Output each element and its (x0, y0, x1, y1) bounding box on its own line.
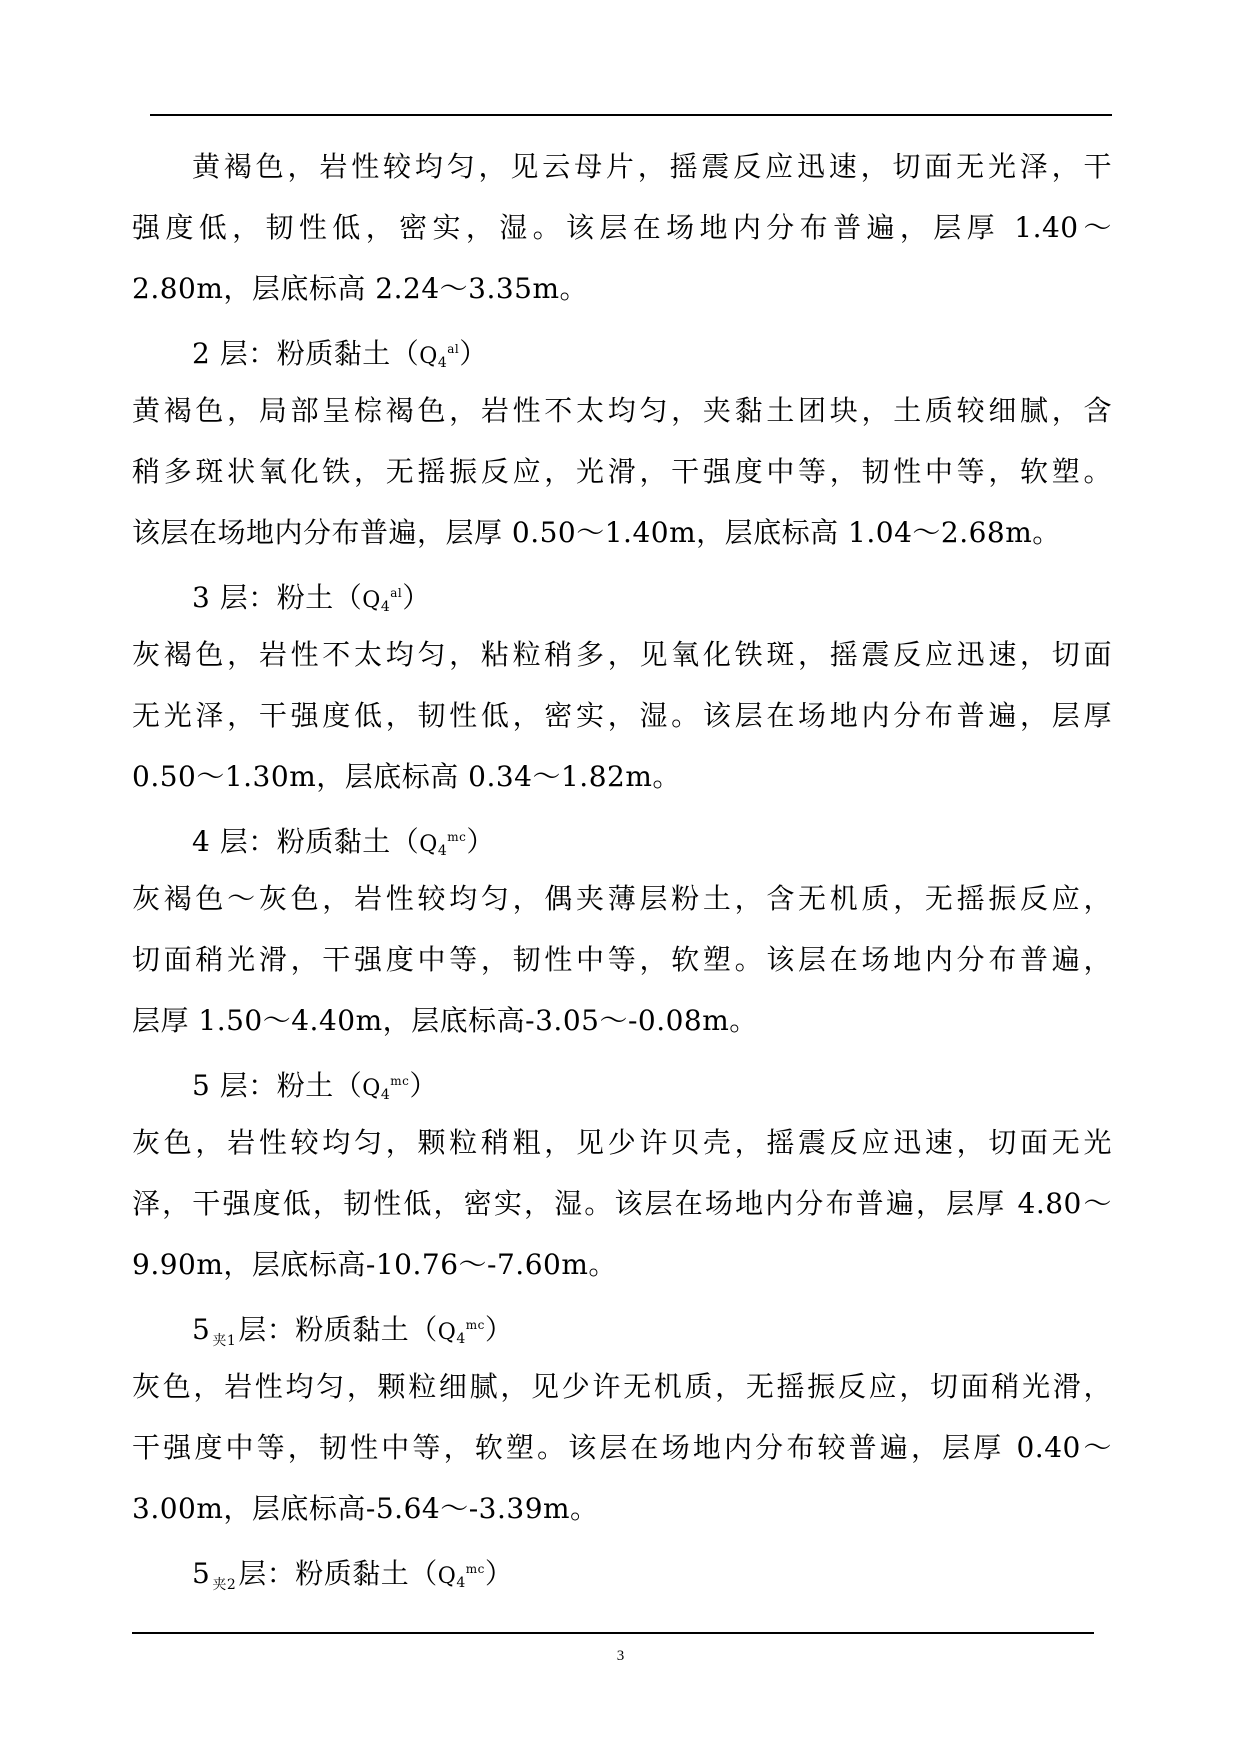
description-line: 切面稍光滑，干强度中等，韧性中等，软塑。该层在场地内分布普遍， (132, 943, 1112, 976)
description-line: 无光泽，干强度低，韧性低，密实，湿。该层在场地内分布普遍，层厚 (132, 699, 1112, 732)
description-line: 干强度中等，韧性中等，软塑。该层在场地内分布较普遍，层厚 0.40～ (132, 1431, 1112, 1464)
description-line: 灰色，岩性均匀，颗粒细腻，见少许无机质，无摇振反应，切面稍光滑， (132, 1370, 1112, 1403)
layer-word: 层： (238, 1557, 296, 1590)
soil-name: 粉土 (276, 581, 334, 614)
description-line: 9.90m，层底标高-10.76～-7.60m。 (132, 1248, 617, 1281)
layer-5-jia-1-description (132, 1356, 1112, 1539)
layer-word: 层： (219, 337, 277, 370)
layer-1-description (132, 136, 1112, 319)
layer-heading-5-jia-1: 5 $_{夹1}$层：粉质黏土$(Q_4^{mc})$ (192, 1313, 514, 1349)
description-line: 该层在场地内分布普遍，层厚 0.50～1.40m，层底标高 1.04～2.68m。 (132, 516, 1061, 549)
layer-5-description (132, 1112, 1112, 1295)
layer-2-description (132, 380, 1112, 563)
soil-name: 粉土 (276, 1069, 334, 1102)
description-line: 黄褐色，岩性较均匀，见云母片，摇震反应迅速，切面无光泽，干 (192, 150, 1112, 183)
layer-number: 5 (192, 1313, 211, 1346)
geologic-age-code: $Q_4^{mc}$ (437, 1562, 485, 1591)
description-line: 灰色，岩性较均匀，颗粒稍粗，见少许贝壳，摇震反应迅速，切面无光 (132, 1126, 1112, 1159)
layer-word: 层： (219, 1069, 277, 1102)
soil-name: 粉质黏土 (295, 1313, 410, 1346)
description-line: 层厚 1.50～4.40m，层底标高-3.05～-0.08m。 (132, 1004, 758, 1037)
layer-number: 4 (192, 825, 211, 858)
layer-heading-5-jia-2: 5 $_{夹2}$层：粉质黏土$(Q_4^{mc})$ (192, 1557, 514, 1593)
interlayer-subscript: 夹1 (212, 1333, 237, 1349)
layer-number: 5 (192, 1557, 211, 1590)
layer-word: 层： (219, 825, 277, 858)
description-line: 灰褐色，岩性不太均匀，粘粒稍多，见氧化铁斑，摇震反应迅速，切面 (132, 638, 1112, 671)
layer-word: 层： (219, 581, 277, 614)
description-line: 2.80m，层底标高 2.24～3.35m。 (132, 272, 589, 305)
layer-number: 5 (192, 1069, 211, 1102)
layer-4-description (132, 868, 1112, 1051)
layer-3-description (132, 624, 1112, 807)
geologic-age-code: $Q_4^{al}$ (362, 586, 403, 615)
layer-number: 3 (192, 581, 211, 614)
description-line: 黄褐色，局部呈棕褐色，岩性不太均匀，夹黏土团块，土质较细腻，含 (132, 394, 1112, 427)
header-rule (150, 114, 1112, 116)
description-line: 稍多斑状氧化铁，无摇振反应，光滑，干强度中等，韧性中等，软塑。 (132, 455, 1112, 488)
layer-heading-5: 5 层：粉土$(Q_4^{mc})$ (192, 1069, 438, 1103)
footer-rule (132, 1632, 1094, 1634)
document-body (132, 136, 1112, 1600)
soil-name: 粉质黏土 (295, 1557, 410, 1590)
layer-heading-3: 3 层：粉土$(Q_4^{al})$ (192, 581, 431, 615)
geologic-age-code: $Q_4^{mc}$ (419, 830, 467, 859)
description-line: 强度低，韧性低，密实，湿。该层在场地内分布普遍，层厚 1.40～ (132, 211, 1112, 244)
description-line: 3.00m，层底标高-5.64～-3.39m。 (132, 1492, 599, 1525)
geologic-age-code: $Q_4^{mc}$ (437, 1318, 485, 1347)
description-line: 灰褐色～灰色，岩性较均匀，偶夹薄层粉土，含无机质，无摇振反应， (132, 882, 1112, 915)
layer-number: 2 (192, 337, 211, 370)
geologic-age-code: $Q_4^{mc}$ (362, 1074, 410, 1103)
layer-heading-4: 4 层：粉质黏土$(Q_4^{mc})$ (192, 825, 495, 859)
description-line: 泽，干强度低，韧性低，密实，湿。该层在场地内分布普遍，层厚 4.80～ (132, 1187, 1112, 1220)
page-number: 3 (616, 1648, 625, 1664)
interlayer-subscript: 夹2 (212, 1577, 237, 1593)
soil-name: 粉质黏土 (276, 337, 391, 370)
layer-word: 层： (238, 1313, 296, 1346)
layer-heading-2: 2 层：粉质黏土$(Q_4^{al})$ (192, 337, 488, 371)
geologic-age-code: $Q_4^{al}$ (419, 342, 460, 371)
soil-name: 粉质黏土 (276, 825, 391, 858)
description-line: 0.50～1.30m，层底标高 0.34～1.82m。 (132, 760, 681, 793)
